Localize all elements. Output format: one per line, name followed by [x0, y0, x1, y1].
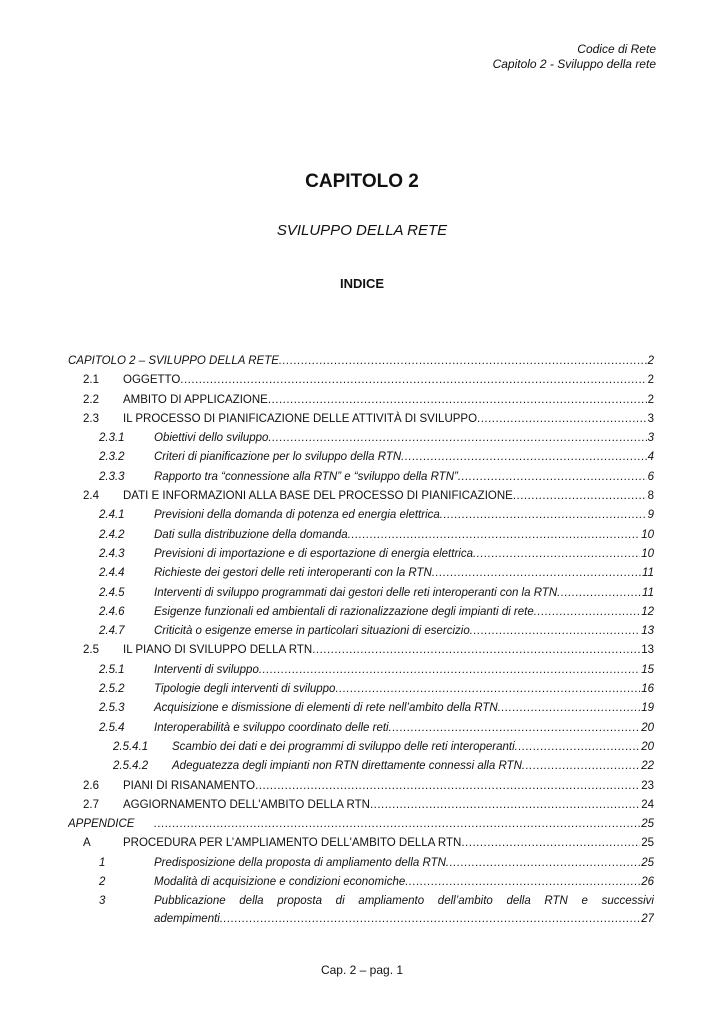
- toc-entry-number: 2.5: [83, 644, 99, 657]
- toc-entry-page: 22: [641, 760, 654, 773]
- toc-entry-page: 9: [647, 509, 654, 522]
- page-header: [493, 42, 656, 72]
- toc-entry[interactable]: [68, 892, 654, 928]
- toc-entry[interactable]: [68, 777, 654, 796]
- toc-entry-title: Rapporto tra “connessione alla RTN” e “sviluppo della RTN”: [154, 470, 458, 483]
- toc-entry-number: 2.4.4: [99, 567, 125, 580]
- toc-entry-number: 2.2: [83, 393, 99, 406]
- chapter-title: CAPITOLO 2: [305, 171, 419, 192]
- toc-entry-number: 2.7: [83, 798, 99, 811]
- toc-entry-number: 2.4.3: [99, 547, 125, 560]
- toc-entry-title: Richieste dei gestori delle reti interoperanti con la RTN: [154, 567, 432, 580]
- toc-entry-number: 2.5.4.2: [113, 760, 149, 773]
- toc-entry-title: Previsioni della domanda di potenza ed energia elettrica: [154, 509, 440, 522]
- toc-entry[interactable]: [68, 699, 654, 718]
- toc-entry-title: Previsioni di importazione e di esportazione di energia elettrica: [154, 547, 473, 560]
- toc-entry[interactable]: [68, 796, 654, 815]
- toc-entry-title: Adeguatezza degli impianti non RTN direttamente connessi alla RTN: [172, 760, 522, 773]
- index-title: INDICE: [339, 276, 385, 291]
- toc-entry-page: 19: [641, 702, 654, 715]
- toc-entry[interactable]: [68, 487, 654, 506]
- toc-entry[interactable]: [68, 680, 654, 699]
- toc-entry-title: Acquisizione e dismissione di elementi di rete nell’ambito della RTN: [154, 702, 498, 715]
- toc-leader-dots: [522, 757, 640, 776]
- toc-entry-page: 25: [641, 837, 654, 850]
- toc-entry-title: Interventi di sviluppo: [154, 663, 259, 676]
- toc-entry[interactable]: [68, 545, 654, 564]
- toc-entry-number: 2: [99, 876, 106, 889]
- toc-entry-number: 2.3.3: [99, 470, 125, 483]
- toc-entry[interactable]: [68, 506, 654, 525]
- toc-entry-title: Interventi di sviluppo programmati dai gestori delle reti interoperanti con la RTN: [154, 586, 558, 599]
- toc-leader-dots: [268, 429, 646, 448]
- toc-entry[interactable]: [68, 468, 654, 487]
- toc-entry-number: 2.5.4.1: [113, 740, 149, 753]
- toc-entry-title: Pubblicazione della proposta di ampliamento dell’ambito della RTN e successivi: [154, 895, 654, 908]
- toc-leader-dots: [477, 410, 647, 429]
- toc-entry-title: Scambio dei dati e dei programmi di sviluppo delle reti interoperanti: [172, 740, 515, 753]
- toc-leader-dots: [389, 719, 641, 738]
- toc-entry-page: 3: [647, 432, 654, 445]
- toc-entry-page: 23: [641, 779, 654, 792]
- toc-entry-number: A: [83, 837, 91, 850]
- chapter-subtitle: SVILUPPO DELLA RETE: [276, 222, 448, 239]
- toc-entry-title: Dati sulla distribuzione della domanda: [154, 528, 348, 541]
- toc-entry[interactable]: [68, 641, 654, 660]
- toc-leader-dots: [557, 584, 641, 603]
- toc-entry-page: 27: [641, 913, 654, 926]
- toc-leader-dots: [498, 699, 641, 718]
- toc-entry-page: 20: [641, 721, 654, 734]
- toc-entry-page: 15: [641, 663, 654, 676]
- toc-entry-page: 20: [641, 740, 654, 753]
- toc-leader-dots: [534, 603, 640, 622]
- toc-entry-title: Interoperabilità e sviluppo coordinato delle reti: [154, 721, 389, 734]
- toc-leader-dots: [348, 526, 641, 545]
- toc-leader-dots: [279, 352, 647, 371]
- toc-entry-title: IL PROCESSO DI PIANIFICAZIONE DELLE ATTIVITÀ DI SVILUPPO: [123, 412, 478, 425]
- toc-entry[interactable]: [68, 526, 654, 545]
- toc-entry[interactable]: [68, 352, 654, 371]
- toc-entry-page: 4: [647, 451, 654, 464]
- toc-entry-number: 2.3: [83, 412, 99, 425]
- toc-entry-title: APPENDICE: [68, 818, 135, 831]
- toc-leader-dots: [432, 564, 641, 583]
- toc-entry[interactable]: [68, 622, 654, 641]
- toc-entry-page: 2: [647, 355, 654, 367]
- toc-entry-title: Criticità o esigenze emerse in particolari situazioni di esercizio: [154, 625, 470, 638]
- toc-leader-dots: [473, 545, 640, 564]
- toc-leader-dots: [255, 777, 640, 796]
- toc-entry-page: 3: [647, 412, 654, 425]
- toc-entry-page: 8: [647, 490, 654, 503]
- toc-entry-number: 2.3.1: [99, 432, 125, 445]
- toc-entry[interactable]: [68, 410, 654, 429]
- page-footer: Cap. 2 – pag. 1: [320, 963, 404, 977]
- toc-entry-page: 2: [647, 374, 654, 387]
- toc-entry-page: 6: [647, 470, 654, 483]
- toc-entry-title: Tipologie degli interventi di sviluppo: [154, 683, 336, 696]
- toc-entry-number: 2.6: [83, 779, 99, 792]
- toc-leader-dots: [401, 448, 646, 467]
- toc-entry-page: 26: [641, 876, 654, 889]
- toc-entry[interactable]: [68, 815, 654, 834]
- toc-entry-number: 2.5.1: [99, 663, 125, 676]
- toc-entry-number: 2.4.2: [99, 528, 125, 541]
- toc-entry-page: 13: [641, 644, 654, 657]
- toc-entry-title: PIANI DI RISANAMENTO: [123, 779, 256, 792]
- toc-entry-title: AMBITO DI APPLICAZIONE: [123, 393, 268, 406]
- toc-entry-page: 16: [641, 683, 654, 696]
- toc-leader-dots: [446, 854, 640, 873]
- toc-entry-number: 2.5.3: [99, 702, 125, 715]
- toc-entry-title: Predisposizione della proposta di ampliamento della RTN: [154, 856, 446, 869]
- toc-entry[interactable]: [68, 738, 654, 757]
- toc-entry-title: IL PIANO DI SVILUPPO DELLA RTN: [123, 644, 313, 657]
- toc-entry[interactable]: [68, 757, 654, 776]
- toc-entry-page: 25: [641, 856, 654, 869]
- toc-leader-dots: [470, 622, 640, 641]
- toc-entry-page: 2: [647, 393, 654, 406]
- toc-entry[interactable]: [68, 719, 654, 738]
- toc-leader-dots: [180, 371, 646, 390]
- toc-leader-dots: [154, 815, 640, 834]
- toc-entry[interactable]: [68, 603, 654, 622]
- toc-entry-number: 2.5.4: [99, 721, 125, 734]
- toc-entry-page: 10: [641, 528, 654, 541]
- toc-entry-page: 10: [641, 547, 654, 560]
- toc-leader-dots: [458, 468, 647, 487]
- toc-entry-page: 25: [641, 818, 654, 831]
- toc-entry-title: Esigenze funzionali ed ambientali di razionalizzazione degli impianti di rete: [154, 605, 534, 618]
- toc-leader-dots: [259, 661, 640, 680]
- toc-entry-number: 1: [99, 856, 106, 869]
- toc-leader-dots: [220, 910, 640, 928]
- toc-entry-number: 2.4.1: [99, 509, 125, 522]
- toc-entry[interactable]: [68, 873, 654, 892]
- toc-leader-dots: [335, 680, 640, 699]
- toc-entry[interactable]: [68, 584, 654, 603]
- toc-entry[interactable]: [68, 429, 654, 448]
- toc-entry-number: 2.5.2: [99, 683, 125, 696]
- toc-entry[interactable]: [68, 854, 654, 873]
- toc-leader-dots: [515, 738, 641, 757]
- toc-leader-dots: [370, 796, 640, 815]
- toc-leader-dots: [461, 834, 640, 853]
- toc-entry-page: 11: [642, 586, 654, 599]
- toc-entry-page: 12: [641, 605, 654, 618]
- toc-leader-dots: [312, 641, 640, 660]
- toc-leader-dots: [405, 873, 640, 892]
- toc-entry-number: 2.4: [83, 490, 99, 503]
- toc-entry[interactable]: [68, 448, 654, 467]
- toc-entry-number: 2.4.5: [99, 586, 125, 599]
- toc-entry-title: CAPITOLO 2 – SVILUPPO DELLA RETE: [68, 355, 279, 367]
- toc-leader-dots: [513, 487, 647, 506]
- toc-entry[interactable]: [68, 391, 654, 410]
- header-document-name: Codice di Rete: [577, 42, 656, 56]
- toc-entry-title: Obiettivi dello sviluppo: [154, 432, 269, 445]
- toc-entry-title: AGGIORNAMENTO DELL'AMBITO DELLA RTN: [123, 798, 370, 811]
- toc-entry[interactable]: [68, 661, 654, 680]
- toc-entry-page: 13: [641, 625, 654, 638]
- toc-entry-page: 11: [642, 567, 654, 580]
- toc-entry[interactable]: [68, 834, 654, 853]
- header-chapter-name: Capitolo 2 - Sviluppo della rete: [492, 57, 656, 71]
- table-of-contents: [68, 352, 654, 928]
- toc-entry-number: 2.4.6: [99, 605, 125, 618]
- toc-entry[interactable]: [68, 371, 654, 390]
- toc-entry-title: DATI E INFORMAZIONI ALLA BASE DEL PROCESSO DI PIANIFICAZIONE: [123, 490, 513, 503]
- toc-entry-title: OGGETTO: [123, 374, 181, 387]
- toc-entry-title: Criteri di pianificazione per lo sviluppo della RTN: [154, 451, 402, 464]
- toc-entry-number: 2.3.2: [99, 451, 125, 464]
- toc-entry-number: 3: [99, 895, 106, 908]
- toc-entry[interactable]: [68, 564, 654, 583]
- toc-entry-number: 2.4.7: [99, 625, 125, 638]
- toc-entry-title: Modalità di acquisizione e condizioni economiche: [154, 876, 406, 889]
- toc-entry-number: 2.1: [83, 374, 99, 387]
- toc-entry-page: 24: [641, 798, 654, 811]
- toc-leader-dots: [440, 506, 647, 525]
- toc-entry-title-continued: adempimenti: [154, 913, 220, 926]
- toc-entry-title: PROCEDURA PER L’AMPLIAMENTO DELL'AMBITO DELLA RTN: [123, 837, 462, 850]
- toc-leader-dots: [268, 391, 647, 410]
